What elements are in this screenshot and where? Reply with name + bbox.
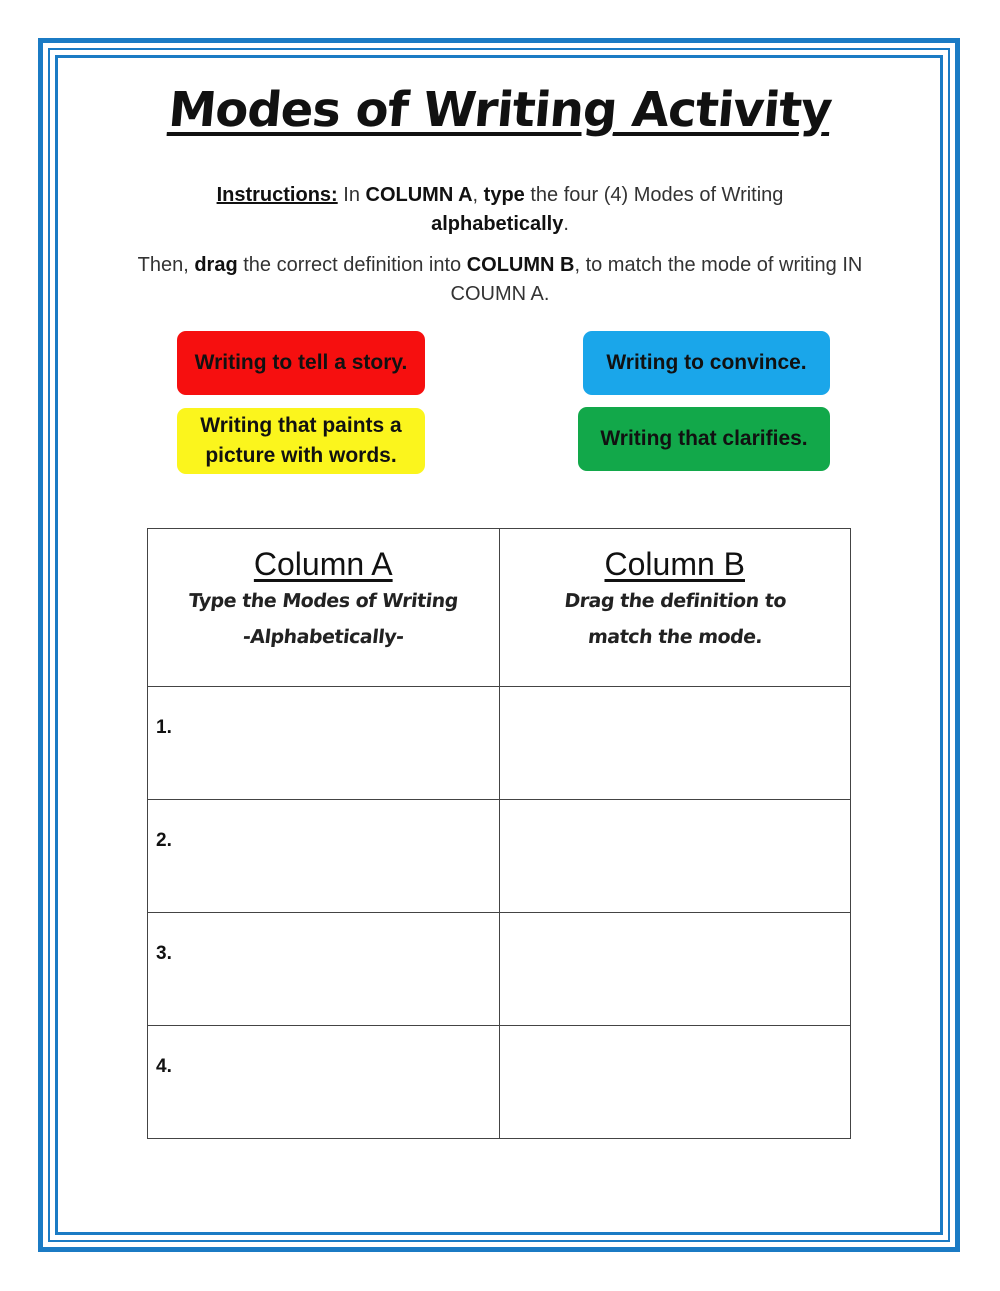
- column-a-subtitle-1: Type the Modes of Writing: [187, 590, 460, 612]
- draggable-card-clarifies[interactable]: Writing that clarifies.: [578, 407, 830, 471]
- column-b-drop-zone-3[interactable]: [499, 913, 851, 1026]
- instructions-paragraph-2: [120, 251, 880, 309]
- column-a-input-3[interactable]: [148, 913, 500, 1026]
- instr-drag: drag: [194, 254, 238, 276]
- instr-text: In: [343, 184, 366, 206]
- instr-type: type: [483, 184, 525, 206]
- column-a-header: [148, 529, 500, 687]
- instructions-label: Instructions:: [216, 184, 338, 206]
- column-a-input-2[interactable]: [148, 800, 500, 913]
- instr-text: , to match the mode of writing IN COUMN A.: [450, 254, 863, 305]
- column-b-title: Column B: [604, 546, 745, 582]
- column-a-subtitle-2: -Alphabetically-: [241, 626, 405, 648]
- draggable-card-picture[interactable]: Writing that paints a picture with words.: [177, 408, 425, 474]
- row-number: 1.: [156, 717, 172, 738]
- instr-text: the correct definition into: [237, 254, 467, 276]
- row-number: 4.: [156, 1056, 172, 1077]
- instr-column-a: COLUMN A: [365, 184, 473, 206]
- row-number: 3.: [156, 943, 172, 964]
- instr-text: ,: [472, 184, 484, 206]
- column-a-input-4[interactable]: [148, 1026, 500, 1139]
- column-b-subtitle-2: match the mode.: [586, 626, 764, 648]
- column-b-drop-zone-4[interactable]: [499, 1026, 851, 1139]
- row-number: 2.: [156, 830, 172, 851]
- draggable-card-story[interactable]: Writing to tell a story.: [177, 331, 425, 395]
- column-b-subtitle-1: Drag the definition to: [562, 590, 787, 612]
- instr-alphabetically: alphabetically: [431, 213, 564, 235]
- column-b-header: [499, 529, 851, 687]
- answer-table: [147, 528, 851, 1139]
- instructions-paragraph-1: [150, 181, 850, 239]
- instr-column-b: COLUMN B: [466, 254, 575, 276]
- instr-text: Then,: [137, 254, 195, 276]
- instr-text: the four (4) Modes of Writing: [524, 184, 784, 206]
- column-b-drop-zone-2[interactable]: [499, 800, 851, 913]
- instr-text: .: [563, 213, 569, 235]
- column-b-drop-zone-1[interactable]: [499, 687, 851, 800]
- draggable-card-convince[interactable]: Writing to convince.: [583, 331, 830, 395]
- page-title: Modes of Writing Activity: [166, 82, 834, 138]
- column-a-title: Column A: [253, 546, 393, 582]
- column-a-input-1[interactable]: [148, 687, 500, 800]
